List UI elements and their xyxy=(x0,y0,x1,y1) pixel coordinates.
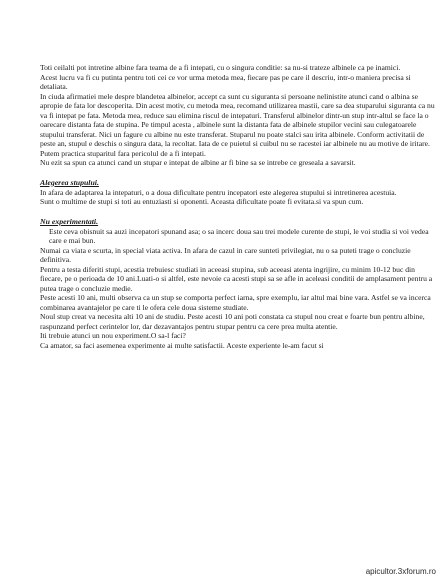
paragraph: Pentru a testa diferiti stupi, acestia trebuiesc studiati in aceeasi stupina, sub aceeasi atenta ingrijire, cu minim 10-12 buc din fiecare, pe o perioada de 10 ani.Luati-o si altfel, este nevoie ca acesti stupi sa se afle in aceleasi conditii de amplasament pentru a putea trage o concluzie medie. xyxy=(40,264,433,293)
paragraph: Sunt o multime de stupi si toti au entuziasti si oponenti. Aceasta dificultate poate fi evitata.si va spun cum. xyxy=(40,197,364,206)
section-heading: Alegerea stupului. xyxy=(40,177,99,187)
paragraph: Numai ca viata e scurta, in special viata activa. In afara de cazul in care sunteti privilegiat, nu o sa puteti trage o concluzie definitiva. xyxy=(40,245,411,264)
document-page xyxy=(40,63,436,350)
paragraph: Peste acesti 10 ani, multi observa ca un stup se comporta perfect iarna, spre exemplu, iar altul mai bine vara. Astfel se va incerca combinarea avantajelor pe care ti le ofera cele doua sisteme studiate. xyxy=(40,293,431,312)
paragraph: Ca amator, sa faci asemenea experimente ai multe satisfactii. Aceste experiente le-am facut si xyxy=(40,340,324,350)
intro-section xyxy=(40,63,436,168)
paragraph: In afara de adaptarea la intepaturi, o a doua dificultate pentru incepatori este alegerea stupului si intretinerea acestuia. xyxy=(40,187,397,197)
paragraph: Iti trebuie atunci un nou experiment.O sa-l faci? xyxy=(40,331,186,340)
paragraph: In ciuda afirmatiei mele despre blandetea albinelor, accept ca sunt cu siguranta si persoane nelinistite atunci cand o albina se apropie de fata lor descoperita. Din acest motiv, cu metoda mea, recomand utilizarea mastii, care sa dea stuparului siguranta ca nu va fi intepat pe fata. Metoda mea, reduce sau elimina riscul de intepaturi. Transferul albinelor dintr-un stup intr-altul se face la o oarecare distanta fata de stupina. Pe timpul acesta , albinele sunt la distanta fata de albinele stupilor vecini sau culegatoarele stupului transferat. Nici un fagure cu albine nu este transferat. Stuparul nu poate stalci sau irita albinele. Conform activitatii de peste an, stupul e deschis o singura data, la recoltat. Iata de ce puietul si cuibul nu se racestei iar albinele nu au motive de iritare. Putem practica stuparitul fara pericolul de a fi intepati. xyxy=(40,91,435,158)
watermark-site: apicultor.3xforum.ro xyxy=(365,567,436,576)
hive-choice-section xyxy=(40,178,436,207)
paragraph: Toti ceilalti pot intretine albine fara teama de a fi intepati, cu o singura conditie: sa nu-si trateze albinele ca pe inamici. xyxy=(40,63,401,72)
no-experiments-section xyxy=(40,217,436,351)
paragraph: Noul stup creat va necesita alti 10 ani de studiu. Peste acesti 10 ani poti constata ca stupul nou creat e foarte bun pentru albine, raspunzand perfect cerintelor lor, dar dezavantajos pentru stupar pentru ca cere prea multa atentie. xyxy=(40,312,425,331)
paragraph: Acest lucru va fi cu putinta pentru toti cei ce vor urma metoda mea, fiecare pas pe care il descriu, intr-o maniera precisa si detaliata. xyxy=(40,72,411,91)
paragraph: Este ceva obisnuit sa auzi incepatori spunand asa; o sa incerc doua sau trei modele curente de stupi, le voi studia si voi vedea care e mai bun. xyxy=(49,226,429,245)
paragraph: Nu ezit sa spun ca atunci cand un stupar e intepat de albine ar fi bine sa se intrebe ce greseala a savarsit. xyxy=(40,158,356,167)
section-heading: Nu experimentati. xyxy=(40,216,99,226)
